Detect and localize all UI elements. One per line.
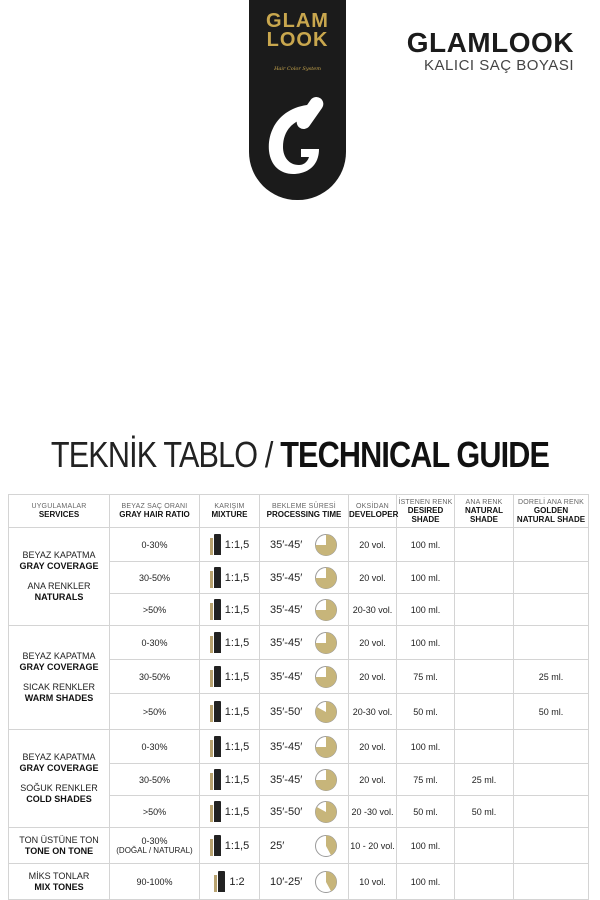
header-desired-shade: İSTENEN RENK DESIRED SHADE [397,495,455,528]
gray-ratio-cell: >50% [110,594,200,626]
table-row [9,730,589,764]
timer-pie-icon [314,700,338,724]
g-monogram-icon [249,85,346,195]
gray-ratio-cell: 0-30% [110,626,200,660]
desired-shade-cell: 100 ml. [397,626,455,660]
brand-subtitle: KALICI SAÇ BOYASI [424,57,574,74]
service-group: BEYAZ KAPATMA GRAY COVERAGE SICAK RENKLER WARM SHADES [9,626,110,730]
natural-shade-cell: 25 ml. [455,764,514,796]
mixture-cell: 1:1,5 [200,594,260,626]
processing-time-cell: 25′ [260,828,349,864]
golden-natural-shade-cell [514,528,589,562]
header-developer: OKSİDAN DEVELOPER [349,495,397,528]
header-mixture: KARIŞIM MIXTURE [200,495,260,528]
mixture-tube-icon [210,666,221,687]
developer-cell: 20 vol. [349,562,397,594]
title-turkish: TEKNİK TABLO / [50,434,273,475]
timer-pie-icon [314,834,338,858]
golden-natural-shade-cell [514,764,589,796]
golden-natural-shade-cell [514,562,589,594]
golden-natural-shade-cell [514,864,589,900]
logo-signature: Hair Color System [274,66,321,72]
processing-time-cell: 35′-45′ [260,660,349,694]
processing-time-cell: 35′-45′ [260,626,349,660]
timer-pie-icon [314,533,338,557]
mixture-cell: 1:1,5 [200,626,260,660]
golden-natural-shade-cell: 25 ml. [514,660,589,694]
natural-shade-cell [455,864,514,900]
desired-shade-cell: 50 ml. [397,796,455,828]
technical-guide-table [8,494,589,900]
timer-pie-icon [314,870,338,894]
mixture-tube-icon [214,871,225,892]
natural-shade-cell [455,594,514,626]
header-gray-ratio: BEYAZ SAÇ ORANI GRAY HAIR RATIO [110,495,200,528]
golden-natural-shade-cell [514,626,589,660]
logo-line-2: LOOK [266,29,329,51]
gray-ratio-cell: 0-30% [110,730,200,764]
developer-cell: 20 vol. [349,626,397,660]
natural-shade-cell [455,562,514,594]
processing-time-cell: 35′-45′ [260,730,349,764]
golden-natural-shade-cell [514,796,589,828]
processing-time-cell: 35′-50′ [260,796,349,828]
service-group: MİKS TONLAR MIX TONES [9,864,110,900]
golden-natural-shade-cell [514,594,589,626]
timer-pie-icon [314,631,338,655]
developer-cell: 20 -30 vol. [349,796,397,828]
mixture-tube-icon [210,736,221,757]
mixture-cell: 1:1,5 [200,828,260,864]
golden-natural-shade-cell [514,730,589,764]
desired-shade-cell: 100 ml. [397,562,455,594]
mixture-tube-icon [210,835,221,856]
mixture-cell: 1:1,5 [200,562,260,594]
natural-shade-cell [455,828,514,864]
mixture-tube-icon [210,534,221,555]
gray-ratio-cell: >50% [110,796,200,828]
brand-name: GLAMLOOK [406,27,574,58]
mixture-cell: 1:1,5 [200,796,260,828]
natural-shade-cell [455,528,514,562]
developer-cell: 10 vol. [349,864,397,900]
header-processing-time: BEKLEME SÜRESİ PROCESSING TIME [260,495,349,528]
natural-shade-cell: 50 ml. [455,796,514,828]
processing-time-cell: 10′-25′ [260,864,349,900]
golden-natural-shade-cell: 50 ml. [514,694,589,730]
gray-ratio-cell: 0-30% [110,528,200,562]
title-english: TECHNICAL GUIDE [280,434,550,475]
developer-cell: 20 vol. [349,764,397,796]
table-row [9,864,589,900]
processing-time-cell: 35′-45′ [260,562,349,594]
brand-header [407,28,574,74]
mixture-tube-icon [210,801,221,822]
desired-shade-cell: 50 ml. [397,694,455,730]
timer-pie-icon [314,800,338,824]
logo-line-1: GLAM [266,10,329,32]
page-title [45,434,555,476]
mixture-cell: 1:1,5 [200,660,260,694]
natural-shade-cell [455,730,514,764]
gray-ratio-cell: 90-100% [110,864,200,900]
gray-ratio-cell: 30-50% [110,562,200,594]
mixture-cell: 1:1,5 [200,764,260,796]
header-natural-shade: ANA RENK NATURAL SHADE [455,495,514,528]
table-row [9,828,589,864]
table-row [9,528,589,562]
developer-cell: 20 vol. [349,528,397,562]
processing-time-cell: 35′-45′ [260,594,349,626]
timer-pie-icon [314,768,338,792]
developer-cell: 20-30 vol. [349,694,397,730]
timer-pie-icon [314,566,338,590]
desired-shade-cell: 75 ml. [397,660,455,694]
timer-pie-icon [314,665,338,689]
processing-time-cell: 35′-50′ [260,694,349,730]
desired-shade-cell: 100 ml. [397,828,455,864]
timer-pie-icon [314,598,338,622]
mixture-cell: 1:1,5 [200,730,260,764]
brand-logo [249,12,346,50]
developer-cell: 10 - 20 vol. [349,828,397,864]
desired-shade-cell: 100 ml. [397,730,455,764]
gray-ratio-cell: 0-30% (DOĞAL / NATURAL) [110,828,200,864]
header-golden-natural-shade: DORELİ ANA RENK GOLDEN NATURAL SHADE [514,495,589,528]
service-group: BEYAZ KAPATMA GRAY COVERAGE ANA RENKLER NATURALS [9,528,110,626]
mixture-tube-icon [210,567,221,588]
developer-cell: 20-30 vol. [349,594,397,626]
service-group: TON ÜSTÜNE TON TONE ON TONE [9,828,110,864]
desired-shade-cell: 100 ml. [397,528,455,562]
processing-time-cell: 35′-45′ [260,764,349,796]
processing-time-cell: 35′-45′ [260,528,349,562]
natural-shade-cell [455,694,514,730]
table-row [9,626,589,660]
developer-cell: 20 vol. [349,730,397,764]
natural-shade-cell [455,660,514,694]
brand-tab [249,0,346,200]
gray-ratio-cell: 30-50% [110,660,200,694]
desired-shade-cell: 100 ml. [397,594,455,626]
gray-ratio-cell: 30-50% [110,764,200,796]
gray-ratio-cell: >50% [110,694,200,730]
desired-shade-cell: 100 ml. [397,864,455,900]
mixture-cell: 1:1,5 [200,694,260,730]
mixture-tube-icon [210,599,221,620]
golden-natural-shade-cell [514,828,589,864]
mixture-cell: 1:1,5 [200,528,260,562]
header-services: UYGULAMALAR SERVICES [9,495,110,528]
timer-pie-icon [314,735,338,759]
desired-shade-cell: 75 ml. [397,764,455,796]
mixture-tube-icon [210,701,221,722]
service-group: BEYAZ KAPATMA GRAY COVERAGE SOĞUK RENKLER COLD SHADES [9,730,110,828]
mixture-tube-icon [210,769,221,790]
mixture-cell: 1:2 [200,864,260,900]
table-header-row [9,495,589,528]
natural-shade-cell [455,626,514,660]
mixture-tube-icon [210,632,221,653]
developer-cell: 20 vol. [349,660,397,694]
